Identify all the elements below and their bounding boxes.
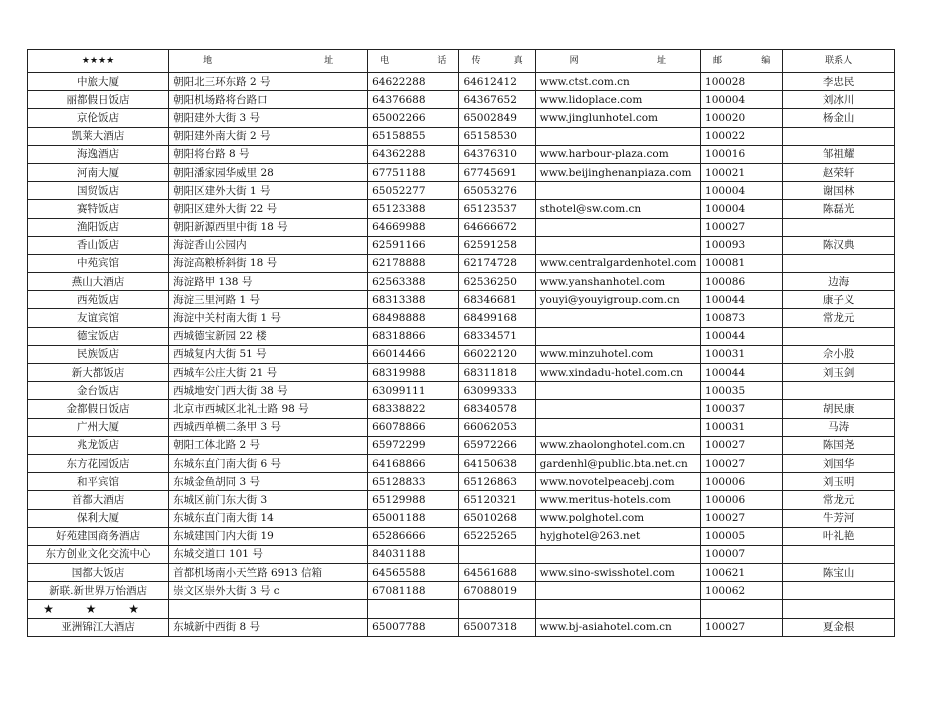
fax-header: [459, 50, 535, 73]
fax-cell: 65972266: [459, 436, 535, 454]
contact-cell: [783, 382, 895, 400]
empty-cell: [368, 600, 459, 618]
postcode-cell: 100035: [701, 382, 783, 400]
hotel-name-cell: 赛特饭店: [28, 200, 169, 218]
hotel-name-cell: 金台饭店: [28, 382, 169, 400]
address-cell: 朝阳机场路将台路口: [169, 91, 368, 109]
contact-cell: [783, 327, 895, 345]
contact-cell: 马涛: [783, 418, 895, 436]
fax-cell: 62536250: [459, 273, 535, 291]
address-cell: 崇文区崇外大街 3 号 c: [169, 582, 368, 600]
table-row: [28, 491, 895, 509]
hotel-name-cell: 国都大饭店: [28, 564, 169, 582]
table-row: [28, 109, 895, 127]
postcode-cell: 100093: [701, 236, 783, 254]
website-cell: [535, 309, 700, 327]
website-cell: www.lidoplace.com: [535, 91, 700, 109]
fax-cell: 65010268: [459, 509, 535, 527]
phone-cell: 66014466: [368, 345, 459, 363]
address-cell: 朝阳潘家园华威里 28: [169, 163, 368, 181]
hotel-name-cell: 民族饭店: [28, 345, 169, 363]
hotel-name-cell: 东方花园饭店: [28, 454, 169, 472]
hotel-name-cell: 德宝饭店: [28, 327, 169, 345]
empty-cell: [459, 600, 535, 618]
postcode-cell: 100021: [701, 163, 783, 181]
phone-cell: 84031188: [368, 545, 459, 563]
phone-cell: 68338822: [368, 400, 459, 418]
postcode-cell: 100004: [701, 200, 783, 218]
website-cell: www.bj-asiahotel.com.cn: [535, 618, 700, 636]
postcode-cell: 100016: [701, 145, 783, 163]
website-header: [535, 50, 700, 73]
table-row: [28, 163, 895, 181]
contact-cell: 夏金根: [783, 618, 895, 636]
postcode-cell: 100005: [701, 527, 783, 545]
phone-cell: 65129988: [368, 491, 459, 509]
hotel-table: [27, 49, 895, 637]
address-cell: 朝阳建外南大街 2 号: [169, 127, 368, 145]
contact-cell: 赵荣轩: [783, 163, 895, 181]
fax-header-char-1: 传: [471, 56, 481, 66]
table-row: [28, 545, 895, 563]
table-row: [28, 327, 895, 345]
contact-cell: 邹祖耀: [783, 145, 895, 163]
website-cell: [535, 327, 700, 345]
postcode-header: [701, 50, 783, 73]
postcode-cell: 100031: [701, 345, 783, 363]
table-row: [28, 218, 895, 236]
postcode-cell: 100044: [701, 327, 783, 345]
fax-cell: 68340578: [459, 400, 535, 418]
phone-cell: 65158855: [368, 127, 459, 145]
postcode-header-char-1: 邮: [713, 56, 723, 66]
contact-cell: [783, 582, 895, 600]
hotel-name-cell: 河南大厦: [28, 163, 169, 181]
website-cell: www.polghotel.com: [535, 509, 700, 527]
address-cell: 海淀三里河路 1 号: [169, 291, 368, 309]
address-cell: 朝阳新源西里中街 18 号: [169, 218, 368, 236]
address-cell: 朝阳区建外大街 1 号: [169, 182, 368, 200]
address-header-char-2: 址: [324, 56, 334, 66]
fax-cell: 64666672: [459, 218, 535, 236]
phone-cell: 65286666: [368, 527, 459, 545]
three-star-label-row: [28, 600, 895, 618]
address-cell: 朝阳北三环东路 2 号: [169, 73, 368, 91]
address-cell: 朝阳建外大街 3 号: [169, 109, 368, 127]
postcode-cell: 100004: [701, 91, 783, 109]
table-row: [28, 145, 895, 163]
table-row: [28, 564, 895, 582]
contact-cell: 陈宝山: [783, 564, 895, 582]
website-cell: www.zhaolonghotel.com.cn: [535, 436, 700, 454]
fax-cell: 62591258: [459, 236, 535, 254]
website-cell: [535, 382, 700, 400]
rating-header: ★★★★: [28, 50, 169, 73]
address-cell: 东城新中西街 8 号: [169, 618, 368, 636]
website-cell: www.novotelpeacebj.com: [535, 473, 700, 491]
hotel-name-cell: 国贸饭店: [28, 182, 169, 200]
hotel-name-cell: 好苑建国商务酒店: [28, 527, 169, 545]
contact-cell: 常龙元: [783, 491, 895, 509]
address-cell: 东城东直门南大街 6 号: [169, 454, 368, 472]
phone-cell: 67081188: [368, 582, 459, 600]
website-cell: www.centralgardenhotel.com: [535, 254, 700, 272]
website-cell: [535, 418, 700, 436]
fax-cell: 68499168: [459, 309, 535, 327]
table-row: [28, 345, 895, 363]
three-star-rows: [28, 618, 895, 636]
hotel-name-cell: 西苑饭店: [28, 291, 169, 309]
hotel-name-cell: 广州大厦: [28, 418, 169, 436]
three-star-label: ★ ★ ★: [28, 600, 169, 618]
table-row: [28, 509, 895, 527]
website-cell: hyjghotel@263.net: [535, 527, 700, 545]
hotel-name-cell: 新大都饭店: [28, 364, 169, 382]
fax-cell: 65053276: [459, 182, 535, 200]
website-cell: [535, 182, 700, 200]
contact-cell: 陈国尧: [783, 436, 895, 454]
postcode-cell: 100022: [701, 127, 783, 145]
website-cell: www.meritus-hotels.com: [535, 491, 700, 509]
address-cell: 海淀香山公园内: [169, 236, 368, 254]
table-row: [28, 273, 895, 291]
phone-cell: 62563388: [368, 273, 459, 291]
contact-cell: 李忠民: [783, 73, 895, 91]
fax-cell: 64367652: [459, 91, 535, 109]
contact-cell: [783, 254, 895, 272]
hotel-name-cell: 海逸酒店: [28, 145, 169, 163]
phone-header-char-2: 话: [437, 56, 447, 66]
address-cell: 西城地安门西大街 38 号: [169, 382, 368, 400]
hotel-name-cell: 渔阳饭店: [28, 218, 169, 236]
fax-cell: 62174728: [459, 254, 535, 272]
fax-cell: 66022120: [459, 345, 535, 363]
hotel-name-cell: 东方创业文化交流中心: [28, 545, 169, 563]
phone-cell: 64622288: [368, 73, 459, 91]
fax-cell: 64376310: [459, 145, 535, 163]
address-header-char-1: 地: [203, 56, 213, 66]
phone-cell: 62178888: [368, 254, 459, 272]
fax-cell: 64612412: [459, 73, 535, 91]
three-star-section: [28, 600, 895, 618]
phone-cell: 64168866: [368, 454, 459, 472]
phone-cell: 64376688: [368, 91, 459, 109]
fax-cell: 65002849: [459, 109, 535, 127]
contact-cell: 佘小股: [783, 345, 895, 363]
table-row: [28, 582, 895, 600]
fax-cell: 68346681: [459, 291, 535, 309]
contact-cell: 刘国华: [783, 454, 895, 472]
address-cell: 东城东直门南大街 14: [169, 509, 368, 527]
postcode-cell: 100044: [701, 291, 783, 309]
phone-cell: 65001188: [368, 509, 459, 527]
address-cell: 朝阳区建外大街 22 号: [169, 200, 368, 218]
fax-header-char-2: 真: [513, 56, 523, 66]
hotel-name-cell: 新联.新世界万怡酒店: [28, 582, 169, 600]
contact-cell: 胡民康: [783, 400, 895, 418]
postcode-cell: 100027: [701, 509, 783, 527]
phone-cell: 65052277: [368, 182, 459, 200]
table-row: [28, 91, 895, 109]
contact-cell: 常龙元: [783, 309, 895, 327]
website-cell: youyi@youyigroup.com.cn: [535, 291, 700, 309]
contact-cell: [783, 127, 895, 145]
phone-cell: 65972299: [368, 436, 459, 454]
hotel-name-cell: 丽都假日饭店: [28, 91, 169, 109]
address-cell: 东城金鱼胡同 3 号: [169, 473, 368, 491]
website-cell: www.jinglunhotel.com: [535, 109, 700, 127]
fax-cell: 66062053: [459, 418, 535, 436]
table-row: [28, 309, 895, 327]
table-row: [28, 382, 895, 400]
empty-cell: [701, 600, 783, 618]
contact-cell: 刘玉明: [783, 473, 895, 491]
contact-cell: 刘冰川: [783, 91, 895, 109]
address-cell: 海淀中关村南大街 1 号: [169, 309, 368, 327]
hotel-name-cell: 亚洲锦江大酒店: [28, 618, 169, 636]
address-cell: 东城交道口 101 号: [169, 545, 368, 563]
postcode-cell: 100027: [701, 218, 783, 236]
website-cell: gardenhl@public.bta.net.cn: [535, 454, 700, 472]
contact-cell: 刘玉剑: [783, 364, 895, 382]
contact-cell: 陈汉典: [783, 236, 895, 254]
address-cell: 西城复内大街 51 号: [169, 345, 368, 363]
phone-cell: 63099111: [368, 382, 459, 400]
address-cell: 海淀高粮桥斜街 18 号: [169, 254, 368, 272]
phone-cell: 62591166: [368, 236, 459, 254]
phone-cell: 68498888: [368, 309, 459, 327]
website-cell: [535, 582, 700, 600]
fax-cell: [459, 545, 535, 563]
website-header-char-2: 址: [657, 56, 667, 66]
contact-cell: 杨金山: [783, 109, 895, 127]
table-row: [28, 73, 895, 91]
website-cell: [535, 400, 700, 418]
phone-cell: 65002266: [368, 109, 459, 127]
address-cell: 北京市西城区北礼士路 98 号: [169, 400, 368, 418]
empty-cell: [169, 600, 368, 618]
phone-cell: 65007788: [368, 618, 459, 636]
hotel-name-cell: 凯莱大酒店: [28, 127, 169, 145]
postcode-header-char-2: 编: [761, 56, 771, 66]
phone-header: [368, 50, 459, 73]
hotel-name-cell: 中苑宾馆: [28, 254, 169, 272]
website-cell: [535, 218, 700, 236]
table-row: [28, 200, 895, 218]
hotel-name-cell: 燕山大酒店: [28, 273, 169, 291]
address-cell: 东城建国门内大街 19: [169, 527, 368, 545]
fax-cell: 65120321: [459, 491, 535, 509]
contact-cell: 边海: [783, 273, 895, 291]
phone-cell: 64362288: [368, 145, 459, 163]
postcode-cell: 100027: [701, 436, 783, 454]
website-cell: [535, 236, 700, 254]
hotel-name-cell: 和平宾馆: [28, 473, 169, 491]
table-row: [28, 182, 895, 200]
hotel-name-cell: 友谊宾馆: [28, 309, 169, 327]
address-cell: 朝阳工体北路 2 号: [169, 436, 368, 454]
website-cell: [535, 127, 700, 145]
table-row: [28, 236, 895, 254]
postcode-cell: 100081: [701, 254, 783, 272]
phone-cell: 66078866: [368, 418, 459, 436]
address-cell: 朝阳将台路 8 号: [169, 145, 368, 163]
header-row: [28, 50, 895, 73]
contact-header: 联系人: [783, 50, 895, 73]
postcode-cell: 100007: [701, 545, 783, 563]
postcode-cell: 100028: [701, 73, 783, 91]
hotel-name-cell: 香山饭店: [28, 236, 169, 254]
website-cell: www.yanshanhotel.com: [535, 273, 700, 291]
postcode-cell: 100027: [701, 618, 783, 636]
address-cell: 西城车公庄大街 21 号: [169, 364, 368, 382]
fax-cell: 65158530: [459, 127, 535, 145]
table-row: [28, 418, 895, 436]
address-cell: 西城西单横二条甲 3 号: [169, 418, 368, 436]
contact-cell: 陈磊光: [783, 200, 895, 218]
phone-cell: 68319988: [368, 364, 459, 382]
fax-cell: 67088019: [459, 582, 535, 600]
table-row: [28, 127, 895, 145]
fax-cell: 63099333: [459, 382, 535, 400]
table-row: [28, 254, 895, 272]
postcode-cell: 100006: [701, 491, 783, 509]
fax-cell: 65126863: [459, 473, 535, 491]
four-star-section: [28, 73, 895, 600]
contact-cell: 叶礼艳: [783, 527, 895, 545]
table-row: [28, 291, 895, 309]
website-header-char-1: 网: [569, 56, 579, 66]
table-row: [28, 436, 895, 454]
postcode-cell: 100027: [701, 454, 783, 472]
empty-cell: [783, 600, 895, 618]
table-row: [28, 454, 895, 472]
hotel-name-cell: 金都假日饭店: [28, 400, 169, 418]
table-row: [28, 473, 895, 491]
postcode-cell: 100004: [701, 182, 783, 200]
contact-cell: 谢国林: [783, 182, 895, 200]
address-cell: 海淀路甲 138 号: [169, 273, 368, 291]
contact-cell: 康子义: [783, 291, 895, 309]
empty-cell: [535, 600, 700, 618]
postcode-cell: 100873: [701, 309, 783, 327]
address-header: [169, 50, 368, 73]
fax-cell: 68334571: [459, 327, 535, 345]
contact-cell: [783, 545, 895, 563]
postcode-cell: 100006: [701, 473, 783, 491]
phone-cell: 64565588: [368, 564, 459, 582]
table-row: [28, 364, 895, 382]
postcode-cell: 100031: [701, 418, 783, 436]
table-row: [28, 618, 895, 636]
phone-cell: 68313388: [368, 291, 459, 309]
website-cell: www.sino-swisshotel.com: [535, 564, 700, 582]
postcode-cell: 100020: [701, 109, 783, 127]
fax-cell: 65225265: [459, 527, 535, 545]
postcode-cell: 100037: [701, 400, 783, 418]
website-cell: sthotel@sw.com.cn: [535, 200, 700, 218]
hotel-name-cell: 保利大厦: [28, 509, 169, 527]
fax-cell: 68311818: [459, 364, 535, 382]
website-cell: www.beijinghenanpiaza.com: [535, 163, 700, 181]
fax-cell: 64561688: [459, 564, 535, 582]
contact-cell: [783, 218, 895, 236]
phone-cell: 67751188: [368, 163, 459, 181]
postcode-cell: 100086: [701, 273, 783, 291]
fax-cell: 67745691: [459, 163, 535, 181]
address-cell: 西城德宝新园 22 楼: [169, 327, 368, 345]
hotel-name-cell: 中旅大厦: [28, 73, 169, 91]
hotel-name-cell: 京伦饭店: [28, 109, 169, 127]
contact-cell: 牛芳河: [783, 509, 895, 527]
fax-cell: 65007318: [459, 618, 535, 636]
address-cell: 东城区前门东大街 3: [169, 491, 368, 509]
hotel-name-cell: 兆龙饭店: [28, 436, 169, 454]
phone-cell: 68318866: [368, 327, 459, 345]
phone-cell: 65128833: [368, 473, 459, 491]
postcode-cell: 100621: [701, 564, 783, 582]
hotel-name-cell: 首都大酒店: [28, 491, 169, 509]
phone-cell: 64669988: [368, 218, 459, 236]
website-cell: [535, 545, 700, 563]
fax-cell: 65123537: [459, 200, 535, 218]
address-cell: 首都机场南小天竺路 6913 信箱: [169, 564, 368, 582]
table-row: [28, 527, 895, 545]
fax-cell: 64150638: [459, 454, 535, 472]
website-cell: www.minzuhotel.com: [535, 345, 700, 363]
website-cell: www.xindadu-hotel.com.cn: [535, 364, 700, 382]
phone-header-char-1: 电: [380, 56, 390, 66]
website-cell: www.harbour-plaza.com: [535, 145, 700, 163]
table-row: [28, 400, 895, 418]
phone-cell: 65123388: [368, 200, 459, 218]
postcode-cell: 100044: [701, 364, 783, 382]
postcode-cell: 100062: [701, 582, 783, 600]
website-cell: www.ctst.com.cn: [535, 73, 700, 91]
